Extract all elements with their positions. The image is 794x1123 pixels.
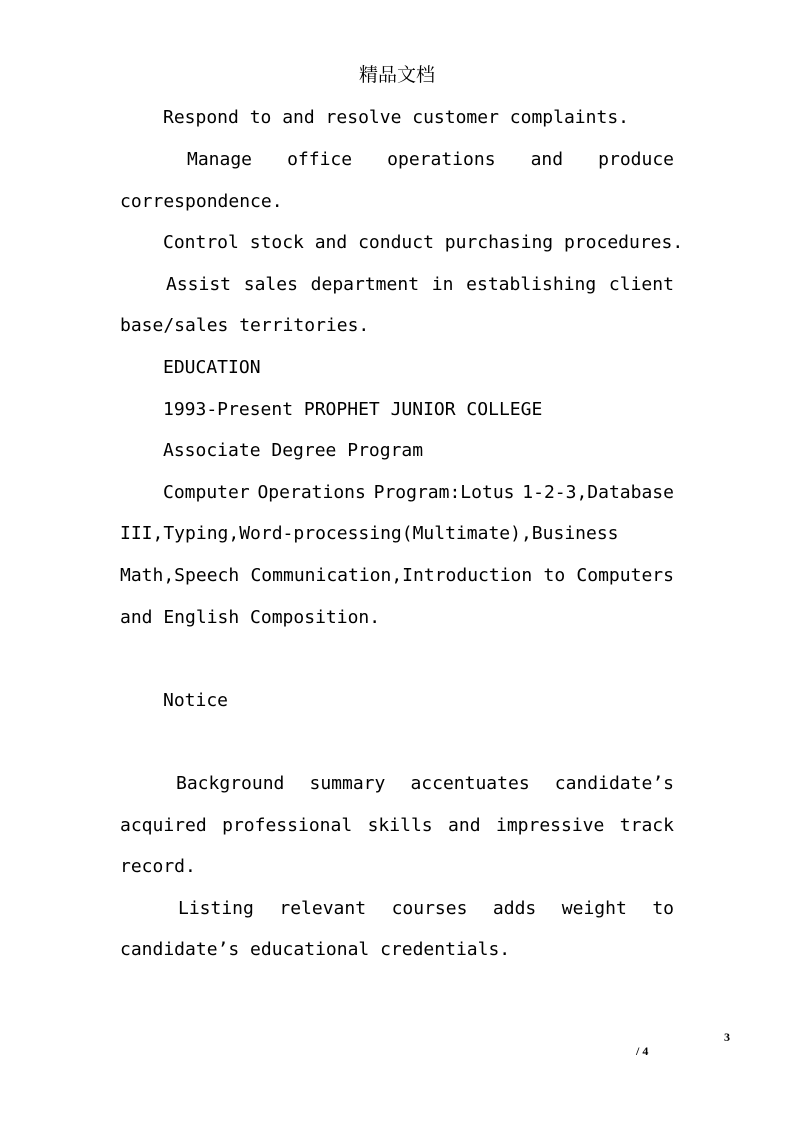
responsibility-office-cont: correspondence. [120,191,283,212]
word: Listing [178,898,254,919]
responsibility-sales-cont: base/sales territories. [120,315,370,336]
word: to [652,898,674,919]
word: Background [176,773,285,794]
word: Manage [187,149,253,170]
document-header: 精品文档 [358,64,435,86]
word: 1-2-3,Database [522,482,674,503]
word: establishing [466,274,597,295]
word: Computers [576,565,674,586]
page-total: / 4 [636,1044,649,1058]
word: adds [492,898,537,919]
education-heading: EDUCATION [163,357,261,378]
word: summary [309,773,386,794]
word: office [287,149,353,170]
word: accentuates [410,773,530,794]
responsibility-office [187,148,674,172]
word: operations [387,149,496,170]
word: Communication,Introduction [250,565,533,586]
word: Program:Lotus [373,482,515,503]
word: courses [391,898,468,919]
word: weight [561,898,627,919]
education-degree: Associate Degree Program [163,440,424,461]
word: Operations [257,482,366,503]
word: candidate’s [554,773,674,794]
word: sales [243,274,298,295]
word: acquired [120,815,207,836]
notice-listing-line2: candidate’s educational credentials. [120,939,511,960]
education-school: 1993-Present PROPHET JUNIOR COLLEGE [163,399,543,420]
notice-background-line3: record. [120,856,196,877]
word: relevant [279,898,367,919]
responsibility-complaints: Respond to and resolve customer complaints. [163,107,629,128]
word: track [619,815,674,836]
word: professional [222,815,353,836]
education-courses-line2: III,Typing,Word-processing(Multimate),Business [120,523,619,544]
notice-background-line2 [120,814,674,838]
page-number: 3 [724,1030,730,1044]
word: Computer [163,482,250,503]
education-courses-line4: and English Composition. [120,607,381,628]
notice-heading: Notice [163,690,229,711]
word: impressive [495,815,605,836]
responsibility-sales [166,273,674,297]
responsibility-stock: Control stock and conduct purchasing procedures. [163,232,684,253]
word: and [448,815,481,836]
word: client [608,274,674,295]
notice-background-line1 [176,772,674,796]
word: Assist [166,274,232,295]
word: skills [367,815,433,836]
notice-listing-line1 [178,897,674,921]
education-courses-line1 [163,481,674,505]
word: produce [598,149,674,170]
word: and [530,149,564,170]
word: department [310,274,420,295]
education-courses-line3 [120,564,674,588]
word: Math,Speech [120,565,240,586]
word: to [543,565,566,586]
word: in [431,274,454,295]
